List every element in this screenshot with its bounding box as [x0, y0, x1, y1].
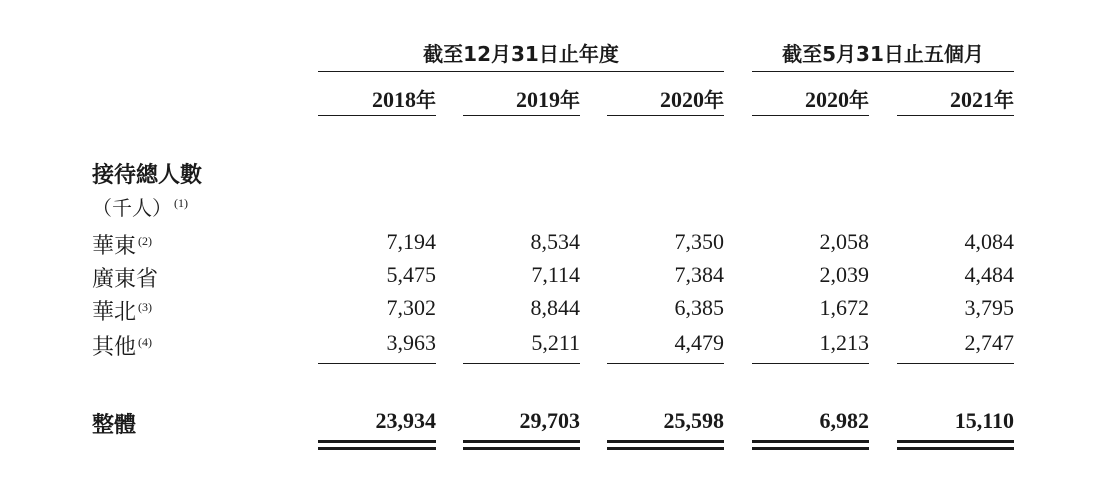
- total-double-rule: [607, 440, 724, 450]
- table-cell: 8,844: [530, 295, 580, 320]
- header-group-year: 截至12月31日止年度: [423, 42, 619, 66]
- footnote-marker: (1): [174, 196, 188, 210]
- table-cell: 3,963: [386, 330, 436, 355]
- table-cell: 1,672: [819, 295, 869, 320]
- table-cell: 4,084: [964, 229, 1014, 254]
- column-header-2018: 2018年: [372, 87, 436, 112]
- table-cell: 7,302: [386, 295, 436, 320]
- table-cell: 7,350: [674, 229, 724, 254]
- table-cell: 2,747: [964, 330, 1014, 355]
- subtotal-rule: [897, 363, 1014, 364]
- row-label: 其他 $^{(4)}$: [92, 335, 153, 360]
- table-cell: 5,475: [386, 262, 436, 287]
- footnote-marker: (3): [138, 300, 153, 314]
- table-cell: 6,385: [674, 295, 724, 320]
- table-cell: 3,795: [964, 295, 1014, 320]
- total-cell: 15,110: [954, 408, 1014, 433]
- row-label: 廣東省: [92, 267, 159, 292]
- total-double-rule: [897, 440, 1014, 450]
- footnote-marker: (4): [138, 335, 153, 349]
- table-cell: 2,058: [819, 229, 869, 254]
- total-cell: 6,982: [819, 408, 869, 433]
- header-group-period: 截至5月31日止五個月: [782, 42, 984, 66]
- total-cell: 25,598: [663, 408, 724, 433]
- section-title: 接待總人數: [92, 163, 203, 188]
- header-group-year-rule: [318, 71, 724, 72]
- column-header-2019: 2019年: [516, 87, 580, 112]
- table-cell: 7,194: [386, 229, 436, 254]
- table-cell: 4,484: [964, 262, 1014, 287]
- total-double-rule: [318, 440, 436, 450]
- subtotal-rule: [463, 363, 580, 364]
- row-label: 華東 $^{(2)}$: [92, 234, 153, 259]
- column-header-rule: [752, 115, 869, 116]
- total-label: 整體: [92, 413, 137, 438]
- table-cell: 2,039: [819, 262, 869, 287]
- total-cell: 23,934: [375, 408, 436, 433]
- column-header-rule: [463, 115, 580, 116]
- table-cell: 4,479: [674, 330, 724, 355]
- table-cell: 1,213: [819, 330, 869, 355]
- column-header-2020-period: 2020年: [805, 87, 869, 112]
- subtotal-rule: [318, 363, 436, 364]
- footnote-marker: (2): [138, 234, 153, 248]
- total-double-rule: [463, 440, 580, 450]
- subtotal-rule: [607, 363, 724, 364]
- row-label: 華北 $^{(3)}$: [92, 300, 153, 325]
- total-double-rule: [752, 440, 869, 450]
- table-cell: 5,211: [531, 330, 580, 355]
- column-header-2021: 2021年: [950, 87, 1014, 112]
- column-header-2020: 2020年: [660, 87, 724, 112]
- subtotal-rule: [752, 363, 869, 364]
- column-header-rule: [318, 115, 436, 116]
- table-cell: 8,534: [530, 229, 580, 254]
- column-header-rule: [607, 115, 724, 116]
- column-header-rule: [897, 115, 1014, 116]
- section-subtitle: （千人） $^{(1)}$: [92, 196, 188, 220]
- table-cell: 7,114: [531, 262, 580, 287]
- table-cell: 7,384: [674, 262, 724, 287]
- header-group-period-rule: [752, 71, 1014, 72]
- total-cell: 29,703: [519, 408, 580, 433]
